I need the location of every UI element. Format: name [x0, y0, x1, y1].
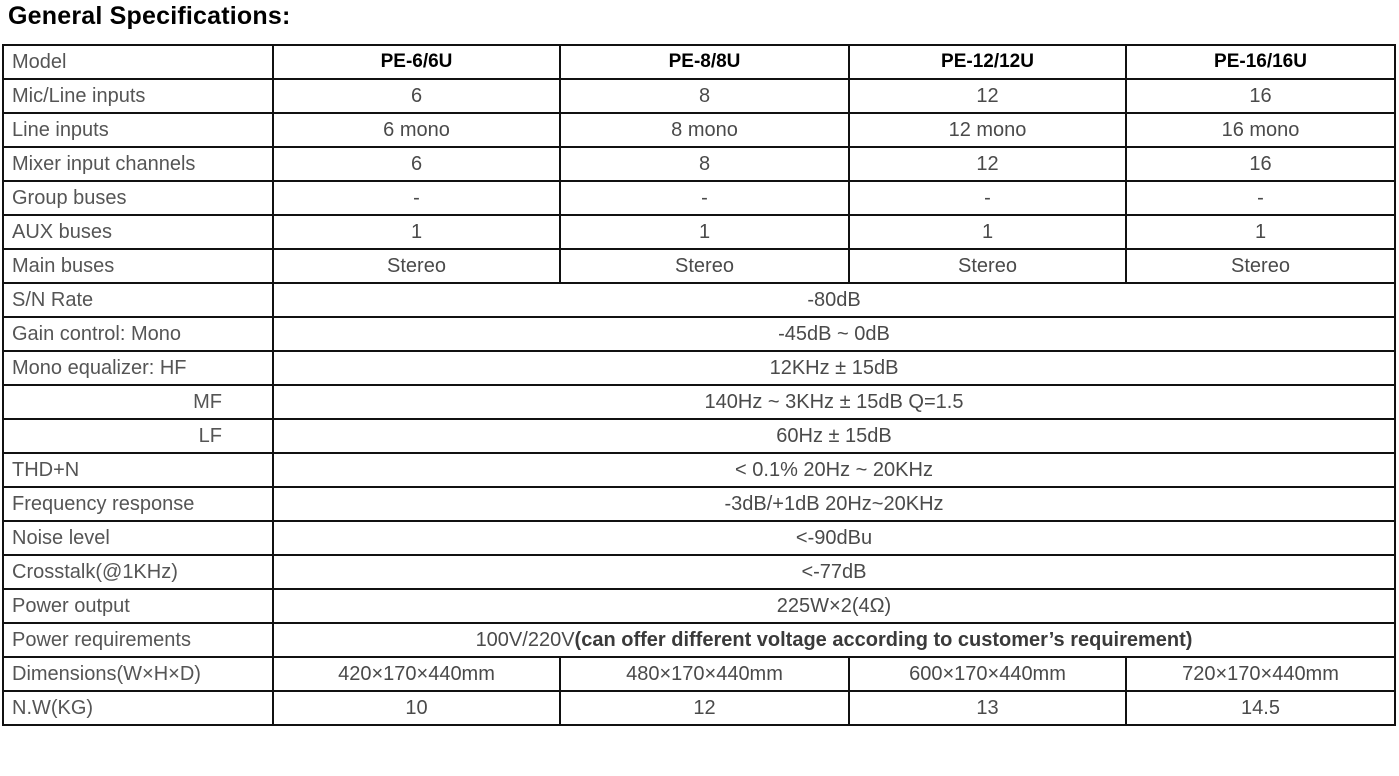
spec-table	[2, 44, 1396, 726]
table-row	[3, 113, 1395, 147]
shared-cell: 225W×2(4Ω)	[273, 589, 1395, 623]
model-header: PE-12/12U	[849, 45, 1126, 79]
table-row	[3, 317, 1395, 351]
table-row	[3, 589, 1395, 623]
table-cell: 1	[560, 215, 849, 249]
shared-cell: 140Hz ~ 3KHz ± 15dB Q=1.5	[273, 385, 1395, 419]
row-label: Group buses	[3, 181, 273, 215]
table-row	[3, 453, 1395, 487]
shared-cell	[273, 623, 1395, 657]
table-cell: Stereo	[560, 249, 849, 283]
table-cell: 12	[849, 79, 1126, 113]
table-cell: 720×170×440mm	[1126, 657, 1395, 691]
table-cell: 600×170×440mm	[849, 657, 1126, 691]
row-label: S/N Rate	[3, 283, 273, 317]
table-cell: Stereo	[1126, 249, 1395, 283]
table-cell: 14.5	[1126, 691, 1395, 725]
table-row	[3, 283, 1395, 317]
shared-cell: -45dB ~ 0dB	[273, 317, 1395, 351]
table-row	[3, 79, 1395, 113]
table-row	[3, 181, 1395, 215]
table-cell: 6 mono	[273, 113, 560, 147]
power-voltage: 100V/220V	[475, 628, 575, 651]
table-cell: 6	[273, 79, 560, 113]
table-cell: 8	[560, 147, 849, 181]
model-header: PE-6/6U	[273, 45, 560, 79]
shared-cell: <-90dBu	[273, 521, 1395, 555]
row-label: Gain control: Mono	[3, 317, 273, 351]
row-label: Power requirements	[3, 623, 273, 657]
table-cell: 420×170×440mm	[273, 657, 560, 691]
row-label: Frequency response	[3, 487, 273, 521]
table-row	[3, 385, 1395, 419]
table-row	[3, 487, 1395, 521]
shared-cell: -80dB	[273, 283, 1395, 317]
table-header-row	[3, 45, 1395, 79]
table-row	[3, 419, 1395, 453]
table-cell: 480×170×440mm	[560, 657, 849, 691]
row-label: N.W(KG)	[3, 691, 273, 725]
row-label: Line inputs	[3, 113, 273, 147]
table-cell: -	[1126, 181, 1395, 215]
page-title: General Specifications:	[8, 2, 291, 30]
shared-cell: 60Hz ± 15dB	[273, 419, 1395, 453]
shared-cell: 12KHz ± 15dB	[273, 351, 1395, 385]
row-label: LF	[3, 419, 273, 453]
shared-cell: -3dB/+1dB 20Hz~20KHz	[273, 487, 1395, 521]
table-cell: 13	[849, 691, 1126, 725]
table-row	[3, 691, 1395, 725]
row-label: THD+N	[3, 453, 273, 487]
table-cell: Stereo	[849, 249, 1126, 283]
shared-cell: <-77dB	[273, 555, 1395, 589]
table-row	[3, 657, 1395, 691]
table-cell: 16	[1126, 79, 1395, 113]
table-cell: 1	[849, 215, 1126, 249]
table-cell: 16	[1126, 147, 1395, 181]
table-row	[3, 215, 1395, 249]
table-row	[3, 249, 1395, 283]
table-cell: 10	[273, 691, 560, 725]
table-row	[3, 555, 1395, 589]
table-cell: -	[273, 181, 560, 215]
table-cell: Stereo	[273, 249, 560, 283]
table-cell: 12	[560, 691, 849, 725]
table-row	[3, 147, 1395, 181]
table-cell: 16 mono	[1126, 113, 1395, 147]
row-label: Noise level	[3, 521, 273, 555]
row-label: Main buses	[3, 249, 273, 283]
table-cell: 12 mono	[849, 113, 1126, 147]
table-cell: 6	[273, 147, 560, 181]
model-header: PE-16/16U	[1126, 45, 1395, 79]
power-voltage-note: (can offer different voltage according to customer’s requirement)	[574, 628, 1193, 651]
table-cell: 1	[1126, 215, 1395, 249]
row-label: Mono equalizer: HF	[3, 351, 273, 385]
row-label: Mixer input channels	[3, 147, 273, 181]
table-row	[3, 351, 1395, 385]
table-row	[3, 623, 1395, 657]
row-label: AUX buses	[3, 215, 273, 249]
table-cell: -	[849, 181, 1126, 215]
shared-cell: < 0.1% 20Hz ~ 20KHz	[273, 453, 1395, 487]
table-row	[3, 521, 1395, 555]
row-label: Crosstalk(@1KHz)	[3, 555, 273, 589]
table-cell: 8 mono	[560, 113, 849, 147]
row-label: Dimensions(W×H×D)	[3, 657, 273, 691]
table-cell: 1	[273, 215, 560, 249]
row-label: MF	[3, 385, 273, 419]
table-cell: -	[560, 181, 849, 215]
model-header: PE-8/8U	[560, 45, 849, 79]
table-cell: 8	[560, 79, 849, 113]
table-cell: 12	[849, 147, 1126, 181]
row-label: Mic/Line inputs	[3, 79, 273, 113]
row-label: Power output	[3, 589, 273, 623]
header-label: Model	[3, 45, 273, 79]
